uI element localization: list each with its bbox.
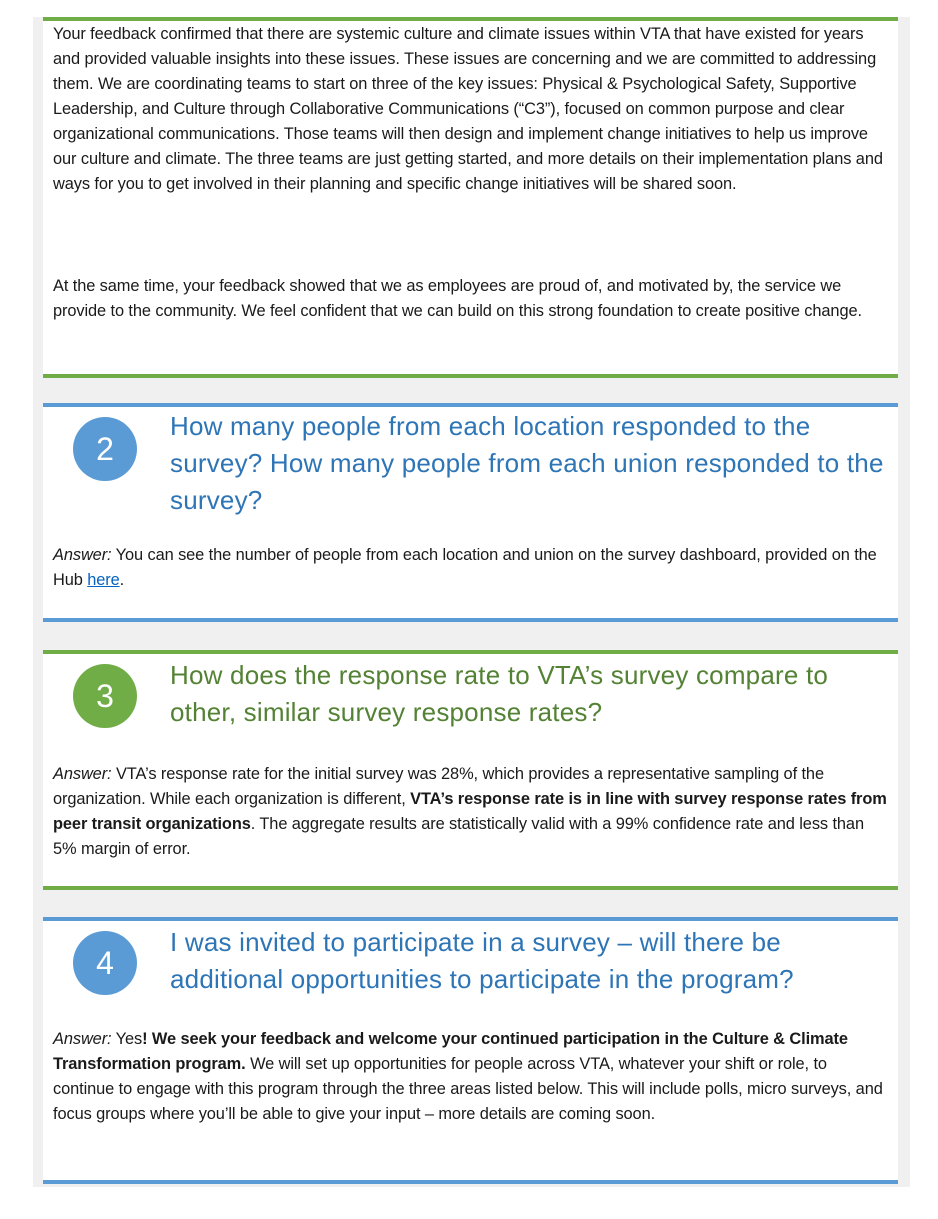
answer-bold: VTA’s response rate is in line with survey response rates from peer transit organizations (53, 790, 887, 833)
answer-end: . (119, 571, 125, 589)
section-1-card (43, 21, 898, 374)
faq-4-answer (53, 1027, 888, 1127)
answer-label: Answer: (53, 765, 112, 783)
hub-here-link[interactable]: here (87, 571, 120, 589)
faq-3-question: How does the response rate to VTA’s survey compare to other, similar survey response rates? (170, 660, 829, 727)
faq-2-card (43, 407, 898, 618)
faq-4-card (43, 921, 898, 1180)
number-badge-3: 3 (73, 664, 137, 728)
number-badge-4: 4 (73, 931, 137, 995)
answer-text-2: . The aggregate results are statistically valid with a 99% confidence rate and less than 5% margin of error. (53, 815, 864, 858)
faq-2-bottom-rule (43, 618, 898, 622)
faq-4-bottom-rule (43, 1180, 898, 1184)
answer-text-1: Yes (111, 1030, 143, 1048)
faq-4-question: I was invited to participate in a survey – will there be additional opportunities to participate in the program? (170, 927, 794, 994)
answer-bold-1: ! We seek your feedback and welcome your continued participation in the Culture & Climate Transformation program. (53, 1030, 848, 1073)
answer-text-2: We will set up opportunities for people across VTA, whatever your shift or role, to continue to engage with this program through the three areas listed below. This will include polls, micro surveys, and focus groups where you’ll be able to give your input – more details are coming soon. (53, 1055, 883, 1123)
faq-3-answer (53, 762, 888, 862)
faq-3-card (43, 654, 898, 886)
section-1-bottom-rule (43, 374, 898, 378)
faq-2-question: How many people from each location responded to the survey? How many people from each union responded to the survey? (170, 411, 884, 515)
answer-label: Answer: (53, 546, 112, 564)
answer-text-1: VTA’s response rate for the initial survey was 28%, which provides a representative sampling of the organization. While each organization is different, (53, 765, 824, 808)
section-1-paragraph-1: Your feedback confirmed that there are systemic culture and climate issues within VTA that have existed for years and provided valuable insights into these issues. These issues are concerning and we are committed to addressing them. We are coordinating teams to start on three of the key issues: Physical & Psychological Safety, Supportive Leadership, and Culture through Collaborative Communications (“C3”), focused on common purpose and clear organizational communications. Those teams will then design and implement change initiatives to help us improve our culture and climate. The three teams are just getting started, and more details on their implementation plans and ways for you to get involved in their planning and specific change initiatives will be shared soon. (53, 25, 883, 193)
faq-3-bottom-rule (43, 886, 898, 890)
faq-2-answer (53, 543, 888, 593)
section-1-paragraph-2: At the same time, your feedback showed that we as employees are proud of, and motivated by, the service we provide to the community. We feel confident that we can build on this strong foundation to create positive change. (53, 277, 862, 320)
answer-label: Answer: (53, 1030, 112, 1048)
answer-text: You can see the number of people from each location and union on the survey dashboard, provided on the Hub (53, 546, 877, 589)
number-badge-2: 2 (73, 417, 137, 481)
